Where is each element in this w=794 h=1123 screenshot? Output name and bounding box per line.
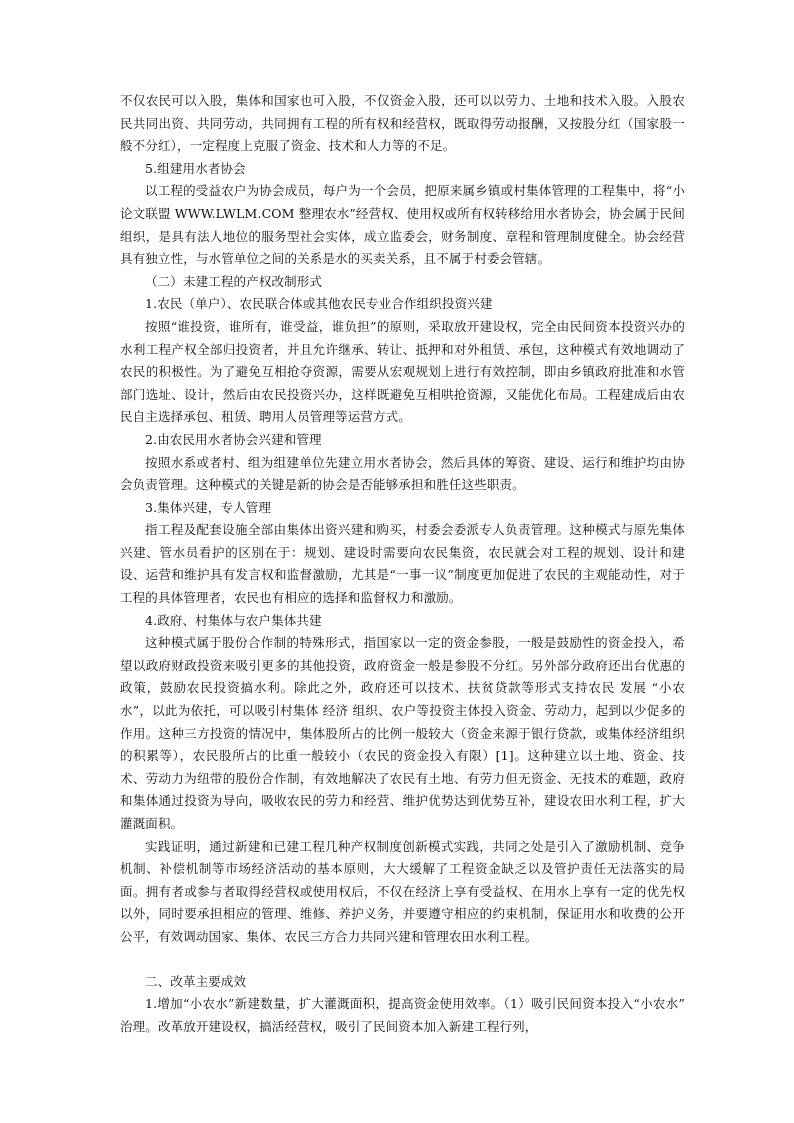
subheading-collective-build: 3.集体兴建，专人管理 [145,499,272,515]
paragraph: 不仅农民可以入股，集体和国家也可入股，不仅资金入股，还可以以劳力、土地和技术入股。入股农民共同出资、共同劳动，共同拥有工程的所有权和经营权，既取得劳动报酬，又按股分红（国家股一般不分红），一定程度上克服了资金、技术和人力等的不足。 [120,93,685,154]
paragraph: 1.增加“小农水”新建数量，扩大灌溉面积，提高资金使用效率。（1）吸引民间资本投入“小农水” 治理。改革放开建设权，搞活经营权，吸引了民间资本加入新建工程行列， [120,996,685,1034]
paragraph: 指工程及配套设施全部由集体出资兴建和购买，村委会委派专人负责管理。这种模式与原先集体兴建、管水员看护的区别在于：规划、建设时需要向农民集资，农民就会对工程的规划、设计和建设、运营和维护具有发言权和监督激励，尤其是“一事一议”制度更加促进了农民的主观能动性，对于工程的具体管理者，农民也有相应的选择和监督权力和激励。 [120,522,685,606]
document-body [120,90,685,1038]
section-heading-reform-results: 二、改革主要成效 [145,973,247,989]
paragraph: 实践证明，通过新建和已建工程几种产权制度创新模式实践，共同之处是引入了激励机制、竞争机制、补偿机制等市场经济活动的基本原则，大大缓解了工程资金缺乏以及管护责任无法落实的局面。拥有者或参与者取得经营权或使用权后，不仅在经济上享有受益权、在用水上享有一定的优先权以外，同时要承担相应的管理、维修、养护义务，并要遵守相应的约束机制，保证用水和收费的公开公平，有效调动国家、集体、农民三方合力共同兴建和管理农田水利工程。 [120,838,685,944]
subheading-water-user-association: 5.组建用水者协会 [145,160,246,176]
subheading-farmer-investment: 1.农民（单户）、农民联合体或其他农民专业合作组织投资兴建 [145,296,493,312]
paragraph: 这种模式属于股份合作制的特殊形式，指国家以一定的资金参股，一般是鼓励性的资金投入，希望以政府财政投资来吸引更多的其他投资，政府资金一般是参股不分红。另外部分政府还出台优惠的政策，鼓励农民投资搞水利。除此之外，政府还可以技术、扶贫贷款等形式支持农民 发展 “小农水”，以此为依托，可以吸引村集体 经济 组织、农户等投资主体投入资金、劳动力，起到以少促多的作用。这种三方投资的情况中，集体股所占的比例一般较大（资金来源于银行贷款，或集体经济组织的积累等），农民股所占的比重一般较小（农民的资金投入有限）[1]。这种建立以土地、资金、技术、劳动力为纽带的股份合作制，有效地解决了农民有土地、有劳力但无资金、无技术的难题，政府和集体通过投资为导向，吸收农民的劳力和经营、维护优势达到优势互补，建设农田水利工程，扩大灌溉面积。 [120,635,685,831]
paragraph: 以工程的受益农户为协会成员，每户为一个会员，把原来属乡镇或村集体管理的工程集中，将“小论文联盟 WWW.LWLM.COM 整理农水”经营权、使用权或所有权转移给用水者协会，协会属于民间组织，是具有法人地位的服务型社会实体，成立监委会，财务制度、章程和管理制度健全。协会经营具有独立性，与水管单位之间的关系是水的买卖关系，且不属于村委会管辖。 [120,183,685,267]
paragraph: 按照“谁投资，谁所有，谁受益，谁负担”的原则，采取放开建设权，完全由民间资本投资兴办的水利工程产权全部归投资者，并且允许继承、转让、抵押和对外租赁、承包，这种模式有效地调动了农民的积极性。为了避免互相抢夺资源，需要从宏观规划上进行有效控制，即由乡镇政府批准和水管部门选址、设计，然后由农民投资兴办，这样既避免互相哄抢资源，又能优化布局。工程建成后由农民自主选择承包、租赁、聘用人员管理等运营方式。 [120,318,685,425]
subheading-joint-build: 4.政府、村集体与农户集体共建 [145,612,322,628]
blank-line [120,949,685,971]
paragraph: 按照水系或者村、组为组建单位先建立用水者协会，然后具体的筹资、建设、运行和维护均由协会负责管理。这种模式的关键是新的协会是否能够承担和胜任这些职责。 [120,454,685,493]
subheading-association-build: 2.由农民用水者协会兴建和管理 [145,431,322,447]
section-heading-unbuilt-projects: （二）未建工程的产权改制形式 [145,273,323,289]
